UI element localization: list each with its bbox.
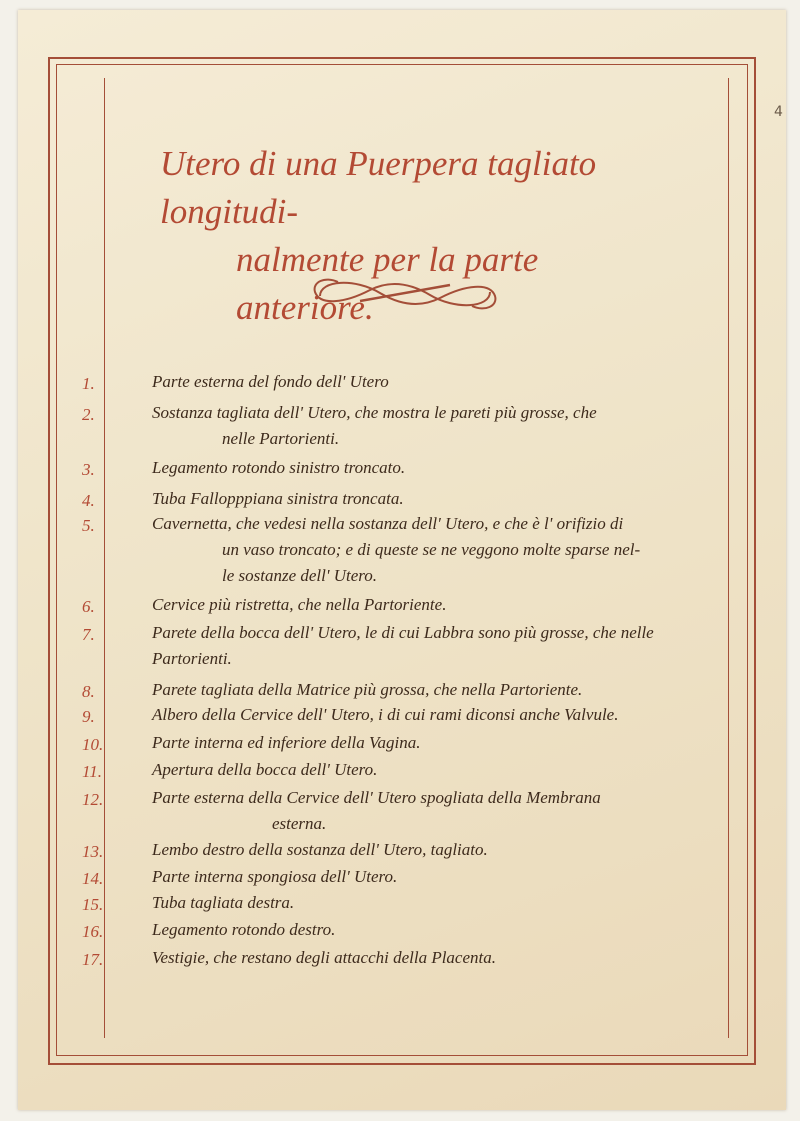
corner-mark: 4	[774, 104, 783, 120]
item-number: 5.	[82, 516, 95, 535]
item-number: 13.	[82, 842, 104, 861]
item-text-line: Parte interna ed inferiore della Vagina.	[152, 733, 421, 752]
item-text-line: le sostanze dell' Utero.	[222, 566, 378, 585]
item-number: 2.	[82, 405, 95, 424]
item-text-line: Partorienti.	[152, 649, 232, 668]
item-text-line: Legamento rotondo destro.	[152, 920, 336, 939]
item-number: 14.	[82, 869, 104, 888]
item-text-line: Parte esterna del fondo dell' Utero	[152, 372, 389, 391]
item-number: 1.	[82, 374, 95, 393]
right-margin-rule	[728, 78, 729, 1038]
item-text-line: Lembo destro della sostanza dell' Utero, tagliato.	[152, 840, 488, 859]
item-text-line: Sostanza tagliata dell' Utero, che mostra le pareti più grosse, che	[152, 403, 597, 422]
item-text-line: Parte esterna della Cervice dell' Utero spogliata della Membrana	[152, 788, 601, 807]
item-text-line: Parete tagliata della Matrice più grossa, che nella Partoriente.	[152, 680, 583, 699]
item-number: 17.	[82, 950, 104, 969]
item-number: 12.	[82, 790, 104, 809]
item-text-line: Albero della Cervice dell' Utero, i di cui rami diconsi anche Valvule.	[152, 705, 619, 724]
title-line-1: Utero di una Puerpera tagliato longitudi-	[160, 144, 597, 231]
left-margin-rule	[104, 78, 105, 1038]
item-text-line: Vestigie, che restano degli attacchi della Placenta.	[152, 948, 497, 967]
item-number: 4.	[82, 491, 95, 510]
item-text-line: Parete della bocca dell' Utero, le di cui Labbra sono più grosse, che nelle	[152, 623, 654, 642]
item-text-line: nelle Partorienti.	[222, 429, 340, 448]
title-line-2: nalmente per la parte anteriore.	[236, 240, 539, 327]
item-number: 9.	[82, 707, 95, 726]
item-number: 8.	[82, 682, 95, 701]
item-text-line: Parte interna spongiosa dell' Utero.	[152, 867, 398, 886]
item-number: 15.	[82, 895, 104, 914]
item-text-line: Cavernetta, che vedesi nella sostanza dell' Utero, e che è l' orifizio di	[152, 514, 624, 533]
item-number: 7.	[82, 625, 95, 644]
item-text-line: Legamento rotondo sinistro troncato.	[152, 458, 406, 477]
item-text-line: Apertura della bocca dell' Utero.	[152, 760, 378, 779]
item-text-line: Tuba Fallopppiana sinistra troncata.	[152, 489, 404, 508]
item-text-line: Cervice più ristretta, che nella Partoriente.	[152, 595, 447, 614]
item-number: 10.	[82, 735, 104, 754]
calligraphic-flourish-icon	[300, 268, 510, 318]
item-number: 3.	[82, 460, 95, 479]
item-number: 11.	[82, 762, 102, 781]
item-text-line: un vaso troncato; e di queste se ne veggono molte sparse nel-	[222, 540, 641, 559]
item-text-line: esterna.	[272, 814, 327, 833]
item-text-line: Tuba tagliata destra.	[152, 893, 295, 912]
item-number: 6.	[82, 597, 95, 616]
item-number: 16.	[82, 922, 104, 941]
